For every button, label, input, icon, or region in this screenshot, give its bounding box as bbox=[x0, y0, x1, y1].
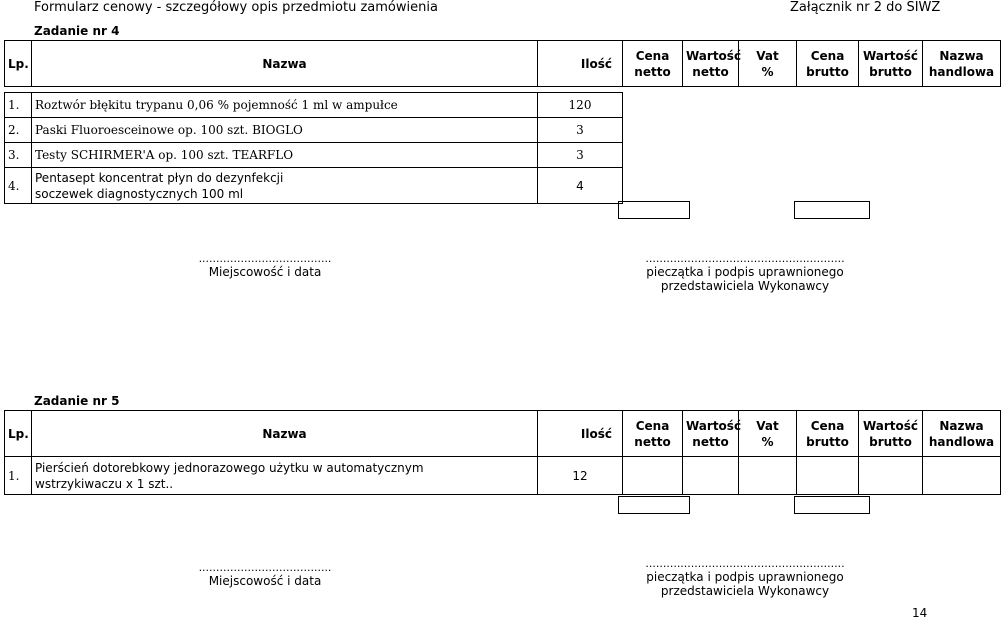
col-wartosc-brutto-line1: Wartość bbox=[862, 48, 919, 63]
col-nazwa-handlowa bbox=[923, 41, 1001, 87]
signature-block bbox=[600, 252, 890, 293]
place-date-label: Miejscowość i data bbox=[208, 574, 322, 588]
place-date-label: Miejscowość i data bbox=[208, 265, 322, 279]
signature-dots: ......................................................... bbox=[645, 557, 845, 570]
col-cena-netto-line1: Cena bbox=[635, 48, 670, 63]
signature-block bbox=[600, 557, 890, 598]
row-qty: 12 bbox=[538, 457, 623, 495]
col-cena-brutto bbox=[797, 41, 859, 87]
row-lp: 4. bbox=[5, 168, 32, 204]
col-vat-line1: Vat bbox=[756, 418, 779, 433]
col-wartosc-brutto-line2: brutto bbox=[869, 64, 912, 79]
row-qty: 4 bbox=[538, 168, 623, 204]
place-date-block bbox=[140, 561, 390, 588]
row-qty: 120 bbox=[538, 93, 623, 118]
col-nazwa-handlowa-line1: Nazwa bbox=[939, 418, 984, 433]
col-cena-netto-line2: netto bbox=[634, 434, 671, 449]
col-wartosc-brutto-line2: brutto bbox=[869, 434, 912, 449]
zadanie-5-header-row bbox=[5, 411, 1001, 457]
row-qty: 3 bbox=[538, 118, 623, 143]
total-netto-box bbox=[618, 201, 690, 219]
col-cena-netto bbox=[623, 411, 683, 457]
place-date-dots: ...................................... bbox=[198, 252, 332, 265]
col-lp: Lp. bbox=[5, 411, 32, 457]
table-row bbox=[5, 457, 1001, 495]
zadanie-5-title: Zadanie nr 5 bbox=[34, 394, 120, 408]
row-name: Testy SCHIRMER'A op. 100 szt. TEARFLO bbox=[32, 143, 538, 168]
col-wartosc-netto bbox=[683, 41, 742, 87]
document-title: Formularz cenowy - szczegółowy opis przedmiotu zamówienia bbox=[34, 0, 438, 15]
col-wartosc-netto-line1: Wartość bbox=[686, 418, 742, 433]
col-nazwa-handlowa bbox=[923, 411, 1001, 457]
row-lp: 1. bbox=[5, 93, 32, 118]
col-cena-brutto-line1: Cena bbox=[810, 418, 845, 433]
row-lp: 1. bbox=[5, 457, 32, 495]
zadanie-5-table bbox=[4, 410, 1001, 495]
page-number: 14 bbox=[912, 606, 928, 620]
col-wartosc-brutto bbox=[859, 41, 923, 87]
signature-label-1: pieczątka i podpis uprawnionego bbox=[646, 570, 844, 584]
col-vat bbox=[739, 41, 797, 87]
col-ilosc: Ilość bbox=[538, 411, 623, 457]
col-wartosc-brutto-line1: Wartość bbox=[862, 418, 919, 433]
col-cena-brutto-line2: brutto bbox=[806, 64, 849, 79]
row-name: Paski Fluoroesceinowe op. 100 szt. BIOGLO bbox=[32, 118, 538, 143]
annex-label: Załącznik nr 2 do SIWZ bbox=[790, 0, 941, 15]
row-name: Roztwór błękitu trypanu 0,06 % pojemność 1 ml w ampułce bbox=[32, 93, 538, 118]
col-cena-brutto-line1: Cena bbox=[810, 48, 845, 63]
col-cena-brutto-line2: brutto bbox=[806, 434, 849, 449]
col-vat-line2: % bbox=[761, 64, 774, 79]
place-date-dots: ...................................... bbox=[198, 561, 332, 574]
col-vat-line1: Vat bbox=[756, 48, 779, 63]
col-wartosc-netto bbox=[683, 411, 742, 457]
col-wartosc-brutto bbox=[859, 411, 923, 457]
col-nazwa-handlowa-line1: Nazwa bbox=[939, 48, 984, 63]
total-brutto-box bbox=[794, 496, 870, 514]
row-lp: 3. bbox=[5, 143, 32, 168]
col-lp: Lp. bbox=[5, 41, 32, 87]
row-lp: 2. bbox=[5, 118, 32, 143]
row-name-line1: Pentasept koncentrat płyn do dezynfekcji bbox=[35, 170, 284, 185]
place-date-block bbox=[140, 252, 390, 279]
row-name-line2: wstrzykiwaczu x 1 szt.. bbox=[35, 476, 174, 491]
col-wartosc-netto-line2: netto bbox=[692, 434, 729, 449]
zadanie-4-header-row bbox=[5, 41, 1001, 87]
col-nazwa-handlowa-line2: handlowa bbox=[928, 64, 995, 79]
zadanie-4-table bbox=[4, 40, 1001, 204]
col-nazwa: Nazwa bbox=[32, 411, 538, 457]
signature-label-2: przedstawiciela Wykonawcy bbox=[660, 279, 830, 293]
signature-dots: ......................................................... bbox=[645, 252, 845, 265]
col-wartosc-netto-line1: Wartość bbox=[686, 48, 742, 63]
table-row bbox=[5, 118, 1001, 143]
zadanie-4-title: Zadanie nr 4 bbox=[34, 24, 120, 38]
col-ilosc: Ilość bbox=[538, 41, 623, 87]
signature-label-2: przedstawiciela Wykonawcy bbox=[660, 584, 830, 598]
row-name-line1: Pierścień dotorebkowy jednorazowego użytku w automatycznym bbox=[35, 460, 424, 475]
col-nazwa-handlowa-line2: handlowa bbox=[928, 434, 995, 449]
col-wartosc-netto-line2: netto bbox=[692, 64, 729, 79]
col-cena-netto-line1: Cena bbox=[635, 418, 670, 433]
col-vat-line2: % bbox=[761, 434, 774, 449]
col-cena-netto-line2: netto bbox=[634, 64, 671, 79]
col-vat bbox=[739, 411, 797, 457]
table-row bbox=[5, 168, 1001, 204]
row-name bbox=[32, 168, 538, 204]
row-qty: 3 bbox=[538, 143, 623, 168]
row-name bbox=[32, 457, 538, 495]
total-brutto-box bbox=[794, 201, 870, 219]
table-row bbox=[5, 143, 1001, 168]
table-row bbox=[5, 93, 1001, 118]
col-cena-brutto bbox=[797, 411, 859, 457]
col-cena-netto bbox=[623, 41, 683, 87]
row-name-line2: soczewek diagnostycznych 100 ml bbox=[35, 186, 244, 201]
total-netto-box bbox=[618, 496, 690, 514]
signature-label-1: pieczątka i podpis uprawnionego bbox=[646, 265, 844, 279]
col-nazwa: Nazwa bbox=[32, 41, 538, 87]
